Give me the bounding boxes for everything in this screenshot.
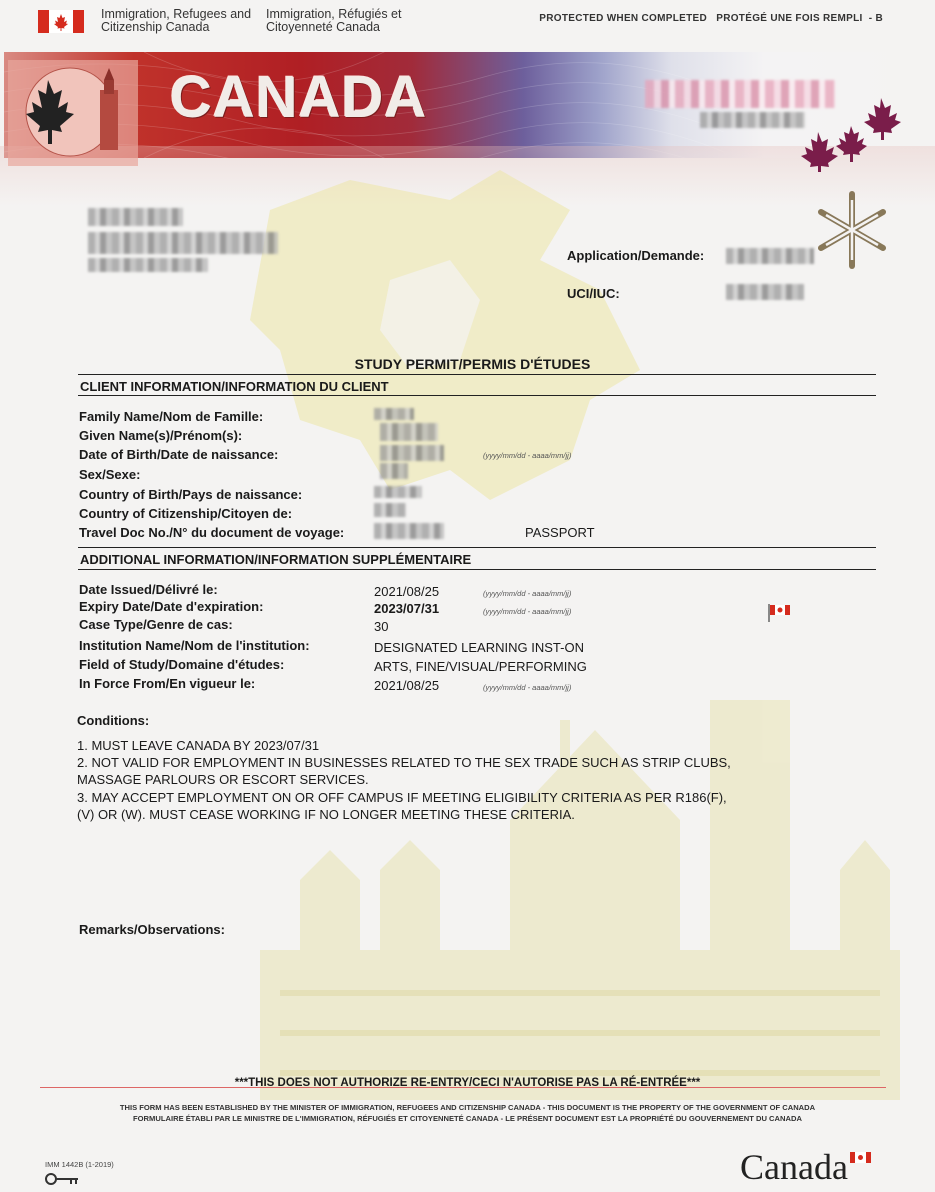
condition-line: 1. MUST LEAVE CANADA BY 2023/07/31 xyxy=(77,738,320,753)
date-format-hint: (yyyy/mm/dd - aaaa/mm/jj) xyxy=(483,683,572,692)
dob-format-hint: (yyyy/mm/dd - aaaa/mm/jj) xyxy=(483,451,572,460)
redacted-uci-number xyxy=(726,284,804,300)
wordmark-flag-icon xyxy=(850,1152,871,1163)
document-title: STUDY PERMIT/PERMIS D'ÉTUDES xyxy=(354,356,591,372)
field-of-study-value: ARTS, FINE/VISUAL/PERFORMING xyxy=(374,659,587,674)
redacted-banner-subtext xyxy=(700,112,805,128)
rule xyxy=(78,395,876,396)
redacted-address-line xyxy=(88,208,183,226)
condition-line: (V) OR (W). MUST CEASE WORKING IF NO LONGER MEETING THESE CRITERIA. xyxy=(77,807,575,822)
application-label: Application/Demande: xyxy=(567,248,705,263)
country-birth-label: Country of Birth/Pays de naissance: xyxy=(79,487,303,502)
reentry-notice: ***THIS DOES NOT AUTHORIZE RE-ENTRY/CECI N'AUTORISE PAS LA RÉ-ENTRÉE*** xyxy=(234,1077,701,1089)
condition-line: 2. NOT VALID FOR EMPLOYMENT IN BUSINESSES RELATED TO THE SEX TRADE SUCH AS STRIP CLUBS, xyxy=(77,755,731,770)
dob-label: Date of Birth/Date de naissance: xyxy=(79,447,279,462)
country-citizenship-label: Country of Citizenship/Citoyen de: xyxy=(79,506,293,521)
redacted-address-line xyxy=(88,232,278,254)
rule xyxy=(78,547,876,548)
protected-notice: PROTECTED WHEN COMPLETED PROTÉGÉ UNE FOIS REMPLI - B xyxy=(539,13,883,24)
sex-label: Sex/Sexe: xyxy=(79,467,141,482)
additional-info-heading: ADDITIONAL INFORMATION/INFORMATION SUPPLÉMENTAIRE xyxy=(80,552,472,567)
expiry-date-value: 2023/07/31 xyxy=(374,601,440,616)
condition-line: 3. MAY ACCEPT EMPLOYMENT ON OR OFF CAMPUS IF MEETING ELIGIBILITY CRITERIA AS PER R186(F), xyxy=(77,790,727,805)
given-name-label: Given Name(s)/Prénom(s): xyxy=(79,428,243,443)
key-icon xyxy=(44,1172,80,1186)
redacted-citizenship xyxy=(374,503,406,517)
maple-leaves-icon xyxy=(796,92,906,172)
case-type-value: 30 xyxy=(374,619,389,634)
family-name-label: Family Name/Nom de Famille: xyxy=(79,409,264,424)
banner-title: CANADA xyxy=(170,65,428,130)
expiry-date-label: Expiry Date/Date d'expiration: xyxy=(79,599,264,614)
travel-doc-type: PASSPORT xyxy=(525,525,595,540)
client-info-heading: CLIENT INFORMATION/INFORMATION DU CLIENT xyxy=(80,379,389,394)
redacted-family-name xyxy=(374,408,414,420)
department-name-en: Immigration, Refugees and Citizenship Canada xyxy=(101,7,252,34)
uci-label: UCI/IUC: xyxy=(567,286,620,301)
security-snowflake-icon xyxy=(810,188,894,272)
redacted-address-line xyxy=(88,258,208,272)
redacted-travel-doc xyxy=(374,523,444,539)
ownership-disclaimer: THIS FORM HAS BEEN ESTABLISHED BY THE MINISTER OF IMMIGRATION, REFUGEES AND CITIZENSHIP CANADA - THIS DOCUMENT IS THE PROPERTY OF THE GOVERNMENT OF CANADA FORMULAIRE ÉTABLI PAR LE MINISTRE DE L'IMMIGRATION, RÉFUGIÉS ET CITOYENNETÉ CANADA - LE PRÉSENT DOCUMENT EST LA PROPRIÉTÉ DU GOUVERNEMENT DU CANADA xyxy=(119,1103,816,1123)
remarks-label: Remarks/Observations: xyxy=(79,922,225,937)
canada-flag-icon xyxy=(38,10,84,33)
date-issued-label: Date Issued/Délivré le: xyxy=(79,582,218,597)
coat-of-arms-seal-icon xyxy=(8,60,138,166)
canada-wordmark: Canada xyxy=(740,1147,848,1187)
redacted-given-name xyxy=(380,423,438,441)
redacted-country-birth xyxy=(374,486,422,498)
department-name-fr: Immigration, Réfugiés et Citoyenneté Canada xyxy=(266,7,402,34)
date-format-hint: (yyyy/mm/dd - aaaa/mm/jj) xyxy=(483,607,572,616)
date-issued-value: 2021/08/25 xyxy=(374,584,440,599)
institution-label: Institution Name/Nom de l'institution: xyxy=(79,638,310,653)
conditions-heading: Conditions: xyxy=(77,713,150,728)
parliament-flag-icon xyxy=(768,604,792,622)
rule xyxy=(78,569,876,570)
institution-value: DESIGNATED LEARNING INST-ON xyxy=(374,640,584,655)
condition-line: MASSAGE PARLOURS OR ESCORT SERVICES. xyxy=(77,772,369,787)
form-number: IMM 1442B (1-2019) xyxy=(45,1160,114,1169)
redacted-application-number xyxy=(726,248,814,264)
redacted-sex xyxy=(380,463,408,479)
case-type-label: Case Type/Genre de cas: xyxy=(79,617,233,632)
rule xyxy=(78,374,876,375)
travel-doc-label: Travel Doc No./N° du document de voyage: xyxy=(79,525,345,540)
in-force-value: 2021/08/25 xyxy=(374,678,440,693)
canada-map-watermark xyxy=(240,170,660,530)
date-format-hint: (yyyy/mm/dd - aaaa/mm/jj) xyxy=(483,589,572,598)
in-force-label: In Force From/En vigueur le: xyxy=(79,676,256,691)
field-of-study-label: Field of Study/Domaine d'études: xyxy=(79,657,285,672)
redacted-dob xyxy=(380,445,444,461)
